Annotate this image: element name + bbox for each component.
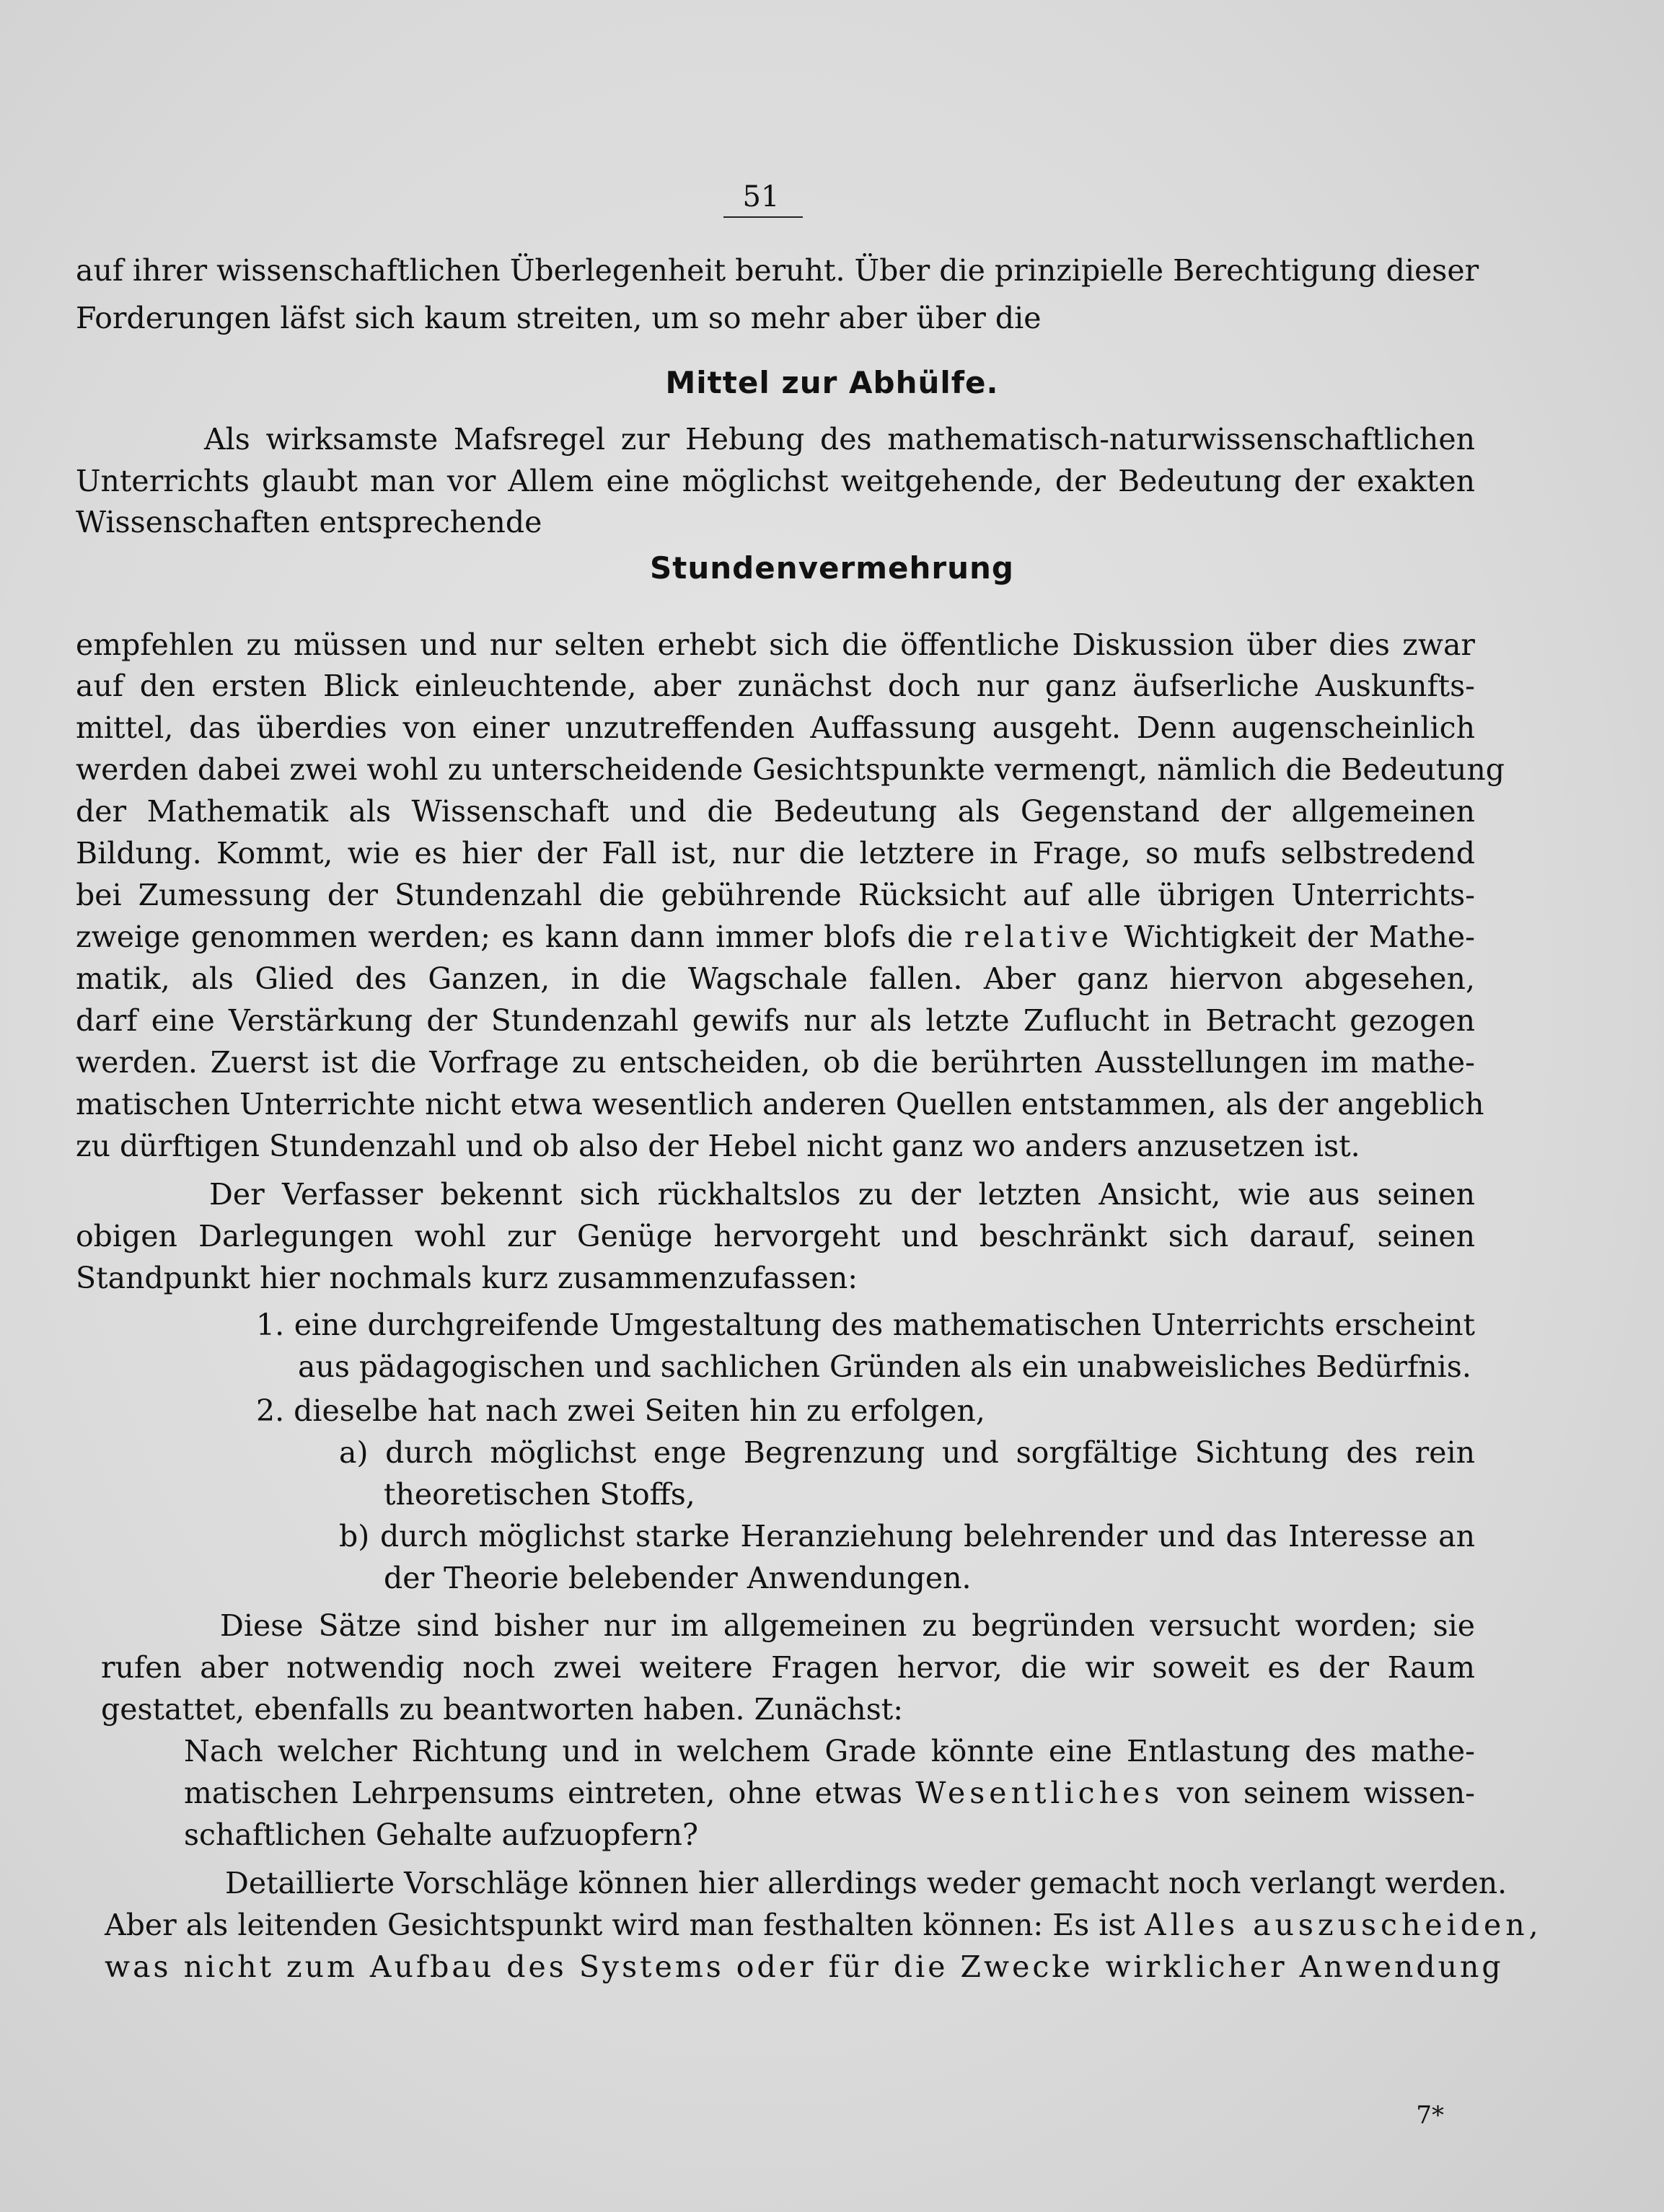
text-line: Diese Sätze sind bisher nur im allgemeinen zu begründen versucht worden; sie	[220, 1608, 1475, 1643]
page-number: 51	[742, 180, 780, 213]
text-line: der Mathematik als Wissenschaft und die Bedeutung als Gegenstand der allgemeinen	[76, 794, 1475, 829]
list-item-2b-cont: der Theorie belebender Anwendungen.	[384, 1561, 972, 1595]
list-item-1: 1. eine durchgreifende Umgestaltung des mathematischen Unterrichts erscheint	[256, 1308, 1475, 1342]
text-line: darf eine Verstärkung der Stundenzahl gewifs nur als letzte Zuflucht in Betracht gezogen	[76, 1003, 1475, 1038]
text-fragment: Aber als leitenden Gesichtspunkt wird man festhalten können: Es ist	[105, 1908, 1135, 1942]
list-item-2a-cont: theoretischen Stoffs,	[384, 1477, 695, 1512]
text-line: Der Verfasser bekennt sich rückhaltslos zu der letzten Ansicht, wie aus seinen	[209, 1177, 1475, 1212]
text-line	[105, 1904, 1543, 1946]
text-line: werden. Zuerst ist die Vorfrage zu entscheiden, ob die berührten Ausstellungen im mathe-	[76, 1045, 1475, 1080]
section-heading-mittel: Mittel zur Abhülfe.	[665, 365, 999, 400]
text-line: schaftlichen Gehalte aufzuopfern?	[184, 1817, 698, 1852]
text-line: auf ihrer wissenschaftlichen Überlegenheit beruht. Über die prinzipielle Berechtigung dieser	[76, 253, 1479, 288]
text-line: gestattet, ebenfalls zu beantworten haben. Zunächst:	[101, 1692, 904, 1727]
page-number-rule	[723, 216, 803, 218]
text-line: obigen Darlegungen wohl zur Genüge hervorgeht und beschränkt sich darauf, seinen	[76, 1219, 1475, 1253]
text-line	[184, 1772, 1475, 1814]
text-line: auf den ersten Blick einleuchtende, aber zunächst doch nur ganz äufserliche Auskunfts-	[76, 669, 1475, 703]
text-line: Bildung. Kommt, wie es hier der Fall ist, nur die letztere in Frage, so mufs selbstredend	[76, 836, 1475, 871]
section-heading-stundenvermehrung: Stundenvermehrung	[650, 550, 1014, 586]
text-line: was nicht zum Aufbau des Systems oder für die Zwecke wirklicher Anwendung	[105, 1949, 1504, 1984]
emphasis-text: Wesentliches	[915, 1776, 1164, 1810]
text-line: zu dürftigen Stundenzahl und ob also der Hebel nicht ganz wo anders anzusetzen ist.	[76, 1129, 1360, 1163]
text-line: werden dabei zwei wohl zu unterscheidende Gesichtspunkte vermengt, nämlich die Bedeutung	[76, 752, 1505, 787]
emphasis-text: relative	[964, 920, 1114, 954]
text-line: Als wirksamste Mafsregel zur Hebung des mathematisch-naturwissenschaftlichen	[204, 422, 1475, 457]
text-line: Unterrichts glaubt man vor Allem eine möglichst weitgehende, der Bedeutung der exakten	[76, 464, 1475, 498]
signature-mark: 7*	[1416, 2101, 1444, 2130]
emphasis-text: Alles auszuscheiden,	[1144, 1908, 1543, 1942]
text-line: empfehlen zu müssen und nur selten erhebt sich die öffentliche Diskussion über dies zwar	[76, 627, 1475, 662]
text-line: Wissenschaften entsprechende	[76, 505, 542, 539]
list-item-2a: a) durch möglichst enge Begrenzung und sorgfältige Sichtung des rein	[339, 1435, 1475, 1470]
text-line	[76, 916, 1475, 958]
list-item-1-cont: aus pädagogischen und sachlichen Gründen als ein unabweisliches Bedürfnis.	[298, 1349, 1471, 1384]
text-fragment: von seinem wissen-	[1176, 1776, 1475, 1810]
text-line: bei Zumessung der Stundenzahl die gebührende Rücksicht auf alle übrigen Unterrichts-	[76, 878, 1475, 912]
text-fragment: zweige genommen werden; es kann dann immer blofs die	[76, 920, 954, 954]
text-line: rufen aber notwendig noch zwei weitere Fragen hervor, die wir soweit es der Raum	[101, 1650, 1475, 1685]
text-fragment: matischen Lehrpensums eintreten, ohne etwas	[184, 1776, 902, 1810]
text-line: matischen Unterrichte nicht etwa wesentlich anderen Quellen entstammen, als der angeblich	[76, 1087, 1484, 1122]
text-line: Standpunkt hier nochmals kurz zusammenzufassen:	[76, 1261, 858, 1295]
text-line: mittel, das überdies von einer unzutreffenden Auffassung ausgeht. Denn augenscheinlich	[76, 710, 1475, 745]
text-line: Forderungen läfst sich kaum streiten, um so mehr aber über die	[76, 301, 1042, 335]
text-line: Nach welcher Richtung und in welchem Grade könnte eine Entlastung des mathe-	[184, 1734, 1475, 1768]
list-item-2: 2. dieselbe hat nach zwei Seiten hin zu erfolgen,	[256, 1393, 985, 1428]
text-line: Detaillierte Vorschläge können hier allerdings weder gemacht noch verlangt werden.	[225, 1866, 1507, 1900]
list-item-2b: b) durch möglichst starke Heranziehung belehrender und das Interesse an	[339, 1519, 1475, 1554]
text-line: matik, als Glied des Ganzen, in die Wagschale fallen. Aber ganz hiervon abgesehen,	[76, 961, 1475, 996]
text-fragment: Wichtigkeit der Mathe-	[1124, 920, 1475, 954]
